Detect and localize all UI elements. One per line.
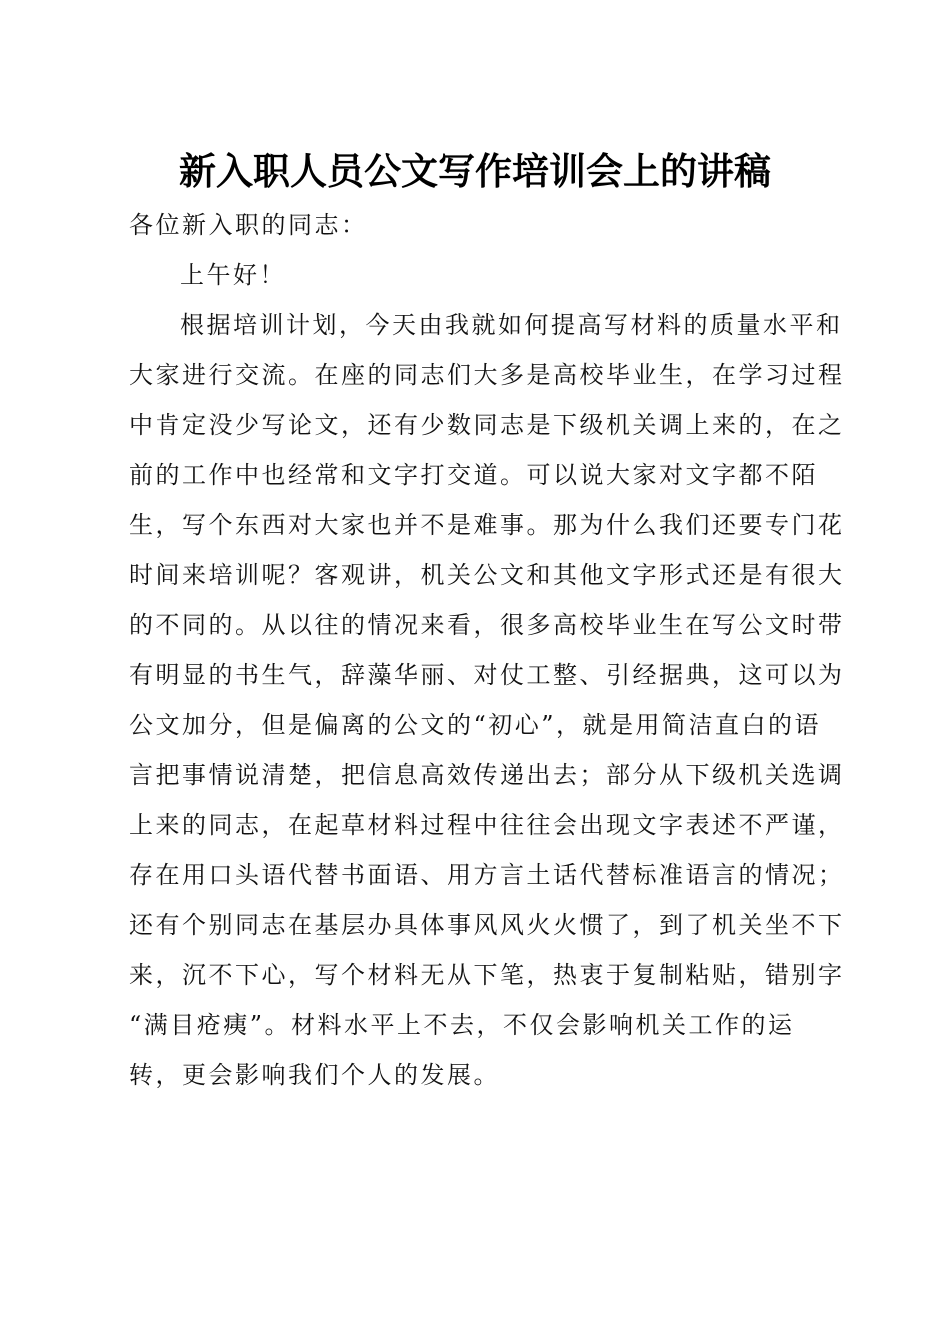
paragraph-line: 言把事情说清楚，把信息高效传递出去；部分从下级机关选调 — [129, 761, 845, 789]
greeting: 上午好！ — [180, 261, 286, 289]
paragraph-line: 根据培训计划，今天由我就如何提高写材料的质量水平和 — [180, 311, 843, 339]
paragraph-line: “满目疮痍”。材料水平上不去，不仅会影响机关工作的运 — [129, 1011, 795, 1039]
paragraph-line: 有明显的书生气，辞藻华丽、对仗工整、引经据典，这可以为 — [129, 661, 845, 689]
document-body — [129, 200, 845, 1100]
paragraph-line: 公文加分，但是偏离的公文的“初心”，就是用简洁直白的语 — [129, 711, 822, 739]
paragraph-line: 来，沉不下心，写个材料无从下笔，热衷于复制粘贴，错别字 — [129, 961, 845, 989]
paragraph-line: 转，更会影响我们个人的发展。 — [129, 1061, 500, 1089]
paragraph-line: 的不同的。从以往的情况来看，很多高校毕业生在写公文时带 — [129, 611, 845, 639]
paragraph-line: 存在用口头语代替书面语、用方言土话代替标准语言的情况； — [129, 861, 845, 889]
paragraph-line: 生，写个东西对大家也并不是难事。那为什么我们还要专门花 — [129, 511, 845, 539]
paragraph-line: 前的工作中也经常和文字打交道。可以说大家对文字都不陌 — [129, 461, 818, 489]
main-paragraph — [129, 300, 845, 1100]
paragraph-line: 上来的同志，在起草材料过程中往往会出现文字表述不严谨， — [129, 811, 845, 839]
paragraph-line: 大家进行交流。在座的同志们大多是高校毕业生，在学习过程 — [129, 361, 845, 389]
document-title: 新入职人员公文写作培训会上的讲稿 — [179, 150, 771, 193]
salutation: 各位新入职的同志： — [129, 211, 368, 239]
paragraph-line: 中肯定没少写论文，还有少数同志是下级机关调上来的，在之 — [129, 411, 845, 439]
paragraph-line: 还有个别同志在基层办具体事风风火火惯了，到了机关坐不下 — [129, 911, 845, 939]
paragraph-line: 时间来培训呢？客观讲，机关公文和其他文字形式还是有很大 — [129, 561, 845, 589]
